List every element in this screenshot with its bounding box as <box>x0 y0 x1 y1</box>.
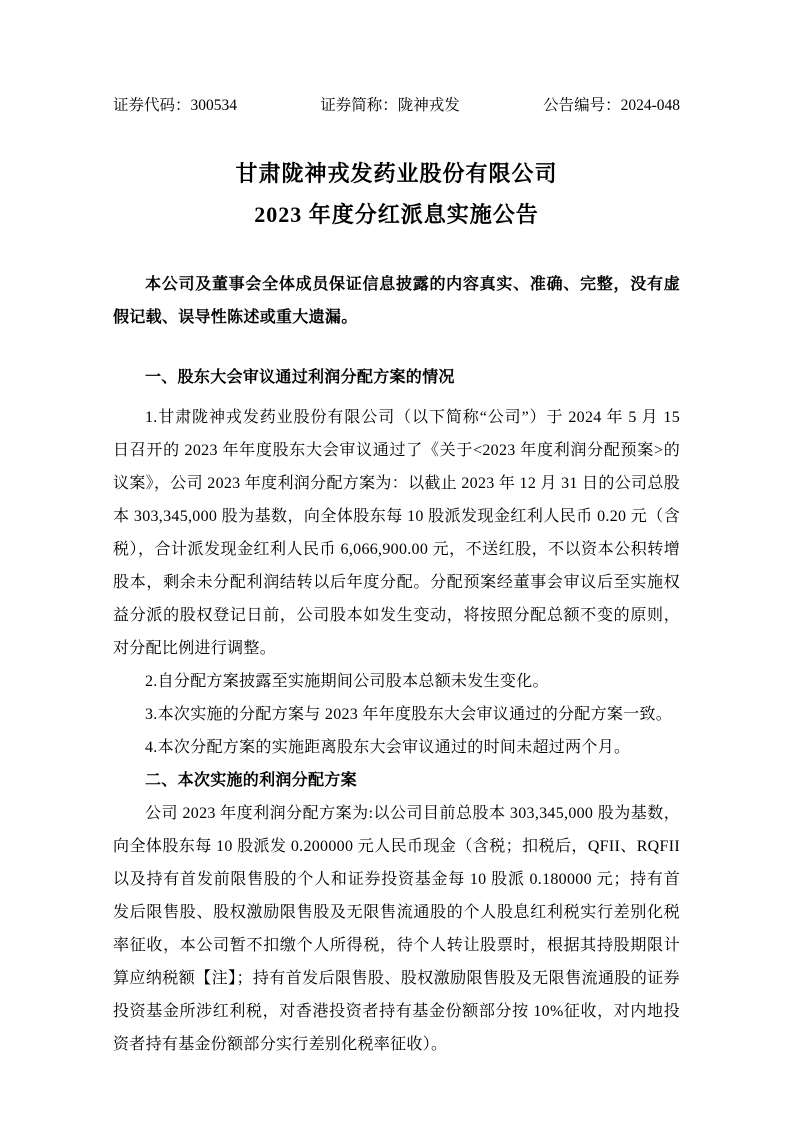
document-header <box>113 95 680 117</box>
section-1-heading: 一、股东大会审议通过利润分配方案的情况 <box>145 369 455 386</box>
section-1-item-1: 1.甘肃陇神戎发药业股份有限公司（以下简称“公司”）于 2024 年 5 月 15 日召开的 2023 年年度股东大会审议通过了《关于<2023 年度利润分配预案>的议案》，公司 2023 年度利润分配方案为：以截止 2023 年 12 月 31 日的公司总股本 303,345,000 股为基数，向全体股东每 10 股派发现金红利人民币 0.20 元（含税），合计派发现金红利人民币 6,066,900.00 元，不送红股，不以资本公积转增股本，剩余未分配利润结转以后年度分配。分配预案经董事会审议后至实施权益分派的股权登记日前，公司股本如发生变动，将按照分配总额不变的原则，对分配比例进行调整。 <box>113 409 680 657</box>
section-1-item-2: 2.自分配方案披露至实施期间公司股本总额未发生变化。 <box>145 673 549 690</box>
section-2-paragraph: 公司 2023 年度利润分配方案为:以公司目前总股本 303,345,000 股为基数，向全体股东每 10 股派发 0.200000 元人民币现金（含税；扣税后，QFII、RQFII 以及持有首发前限售股的个人和证券投资基金每 10 股派 0.180000 元；持有首发后限售股、股权激励限售股及无限售流通股的个人股息红利税实行差别化税率征收，本公司暂不扣缴个人所得税，待个人转让股票时，根据其持股期限计算应纳税额【注】；持有首发后限售股、股权激励限售股及无限售流通股的证券投资基金所涉红利税，对香港投资者持有基金份额部分按 10%征收，对内地投资者持有基金份额部分实行差别化税率征收）。 <box>113 805 680 1053</box>
section-2-heading: 二、本次实施的利润分配方案 <box>145 772 357 789</box>
announcement-number: 公告编号：2024-048 <box>543 97 680 114</box>
declaration-paragraph: 本公司及董事会全体成员保证信息披露的内容真实、准确、完整，没有虚假记载、误导性陈述或重大遗漏。 <box>113 276 680 326</box>
company-title: 甘肃陇神戎发药业股份有限公司 <box>235 161 558 186</box>
announcement-subtitle: 2023 年度分红派息实施公告 <box>254 202 539 227</box>
stock-code: 证券代码：300534 <box>113 97 238 114</box>
section-1-item-4: 4.本次分配方案的实施距离股东大会审议通过的时间未超过两个月。 <box>145 739 631 756</box>
section-1-item-3: 3.本次实施的分配方案与 2023 年年度股东大会审议通过的分配方案一致。 <box>145 706 673 723</box>
stock-name: 证券简称：陇神戎发 <box>320 97 460 114</box>
